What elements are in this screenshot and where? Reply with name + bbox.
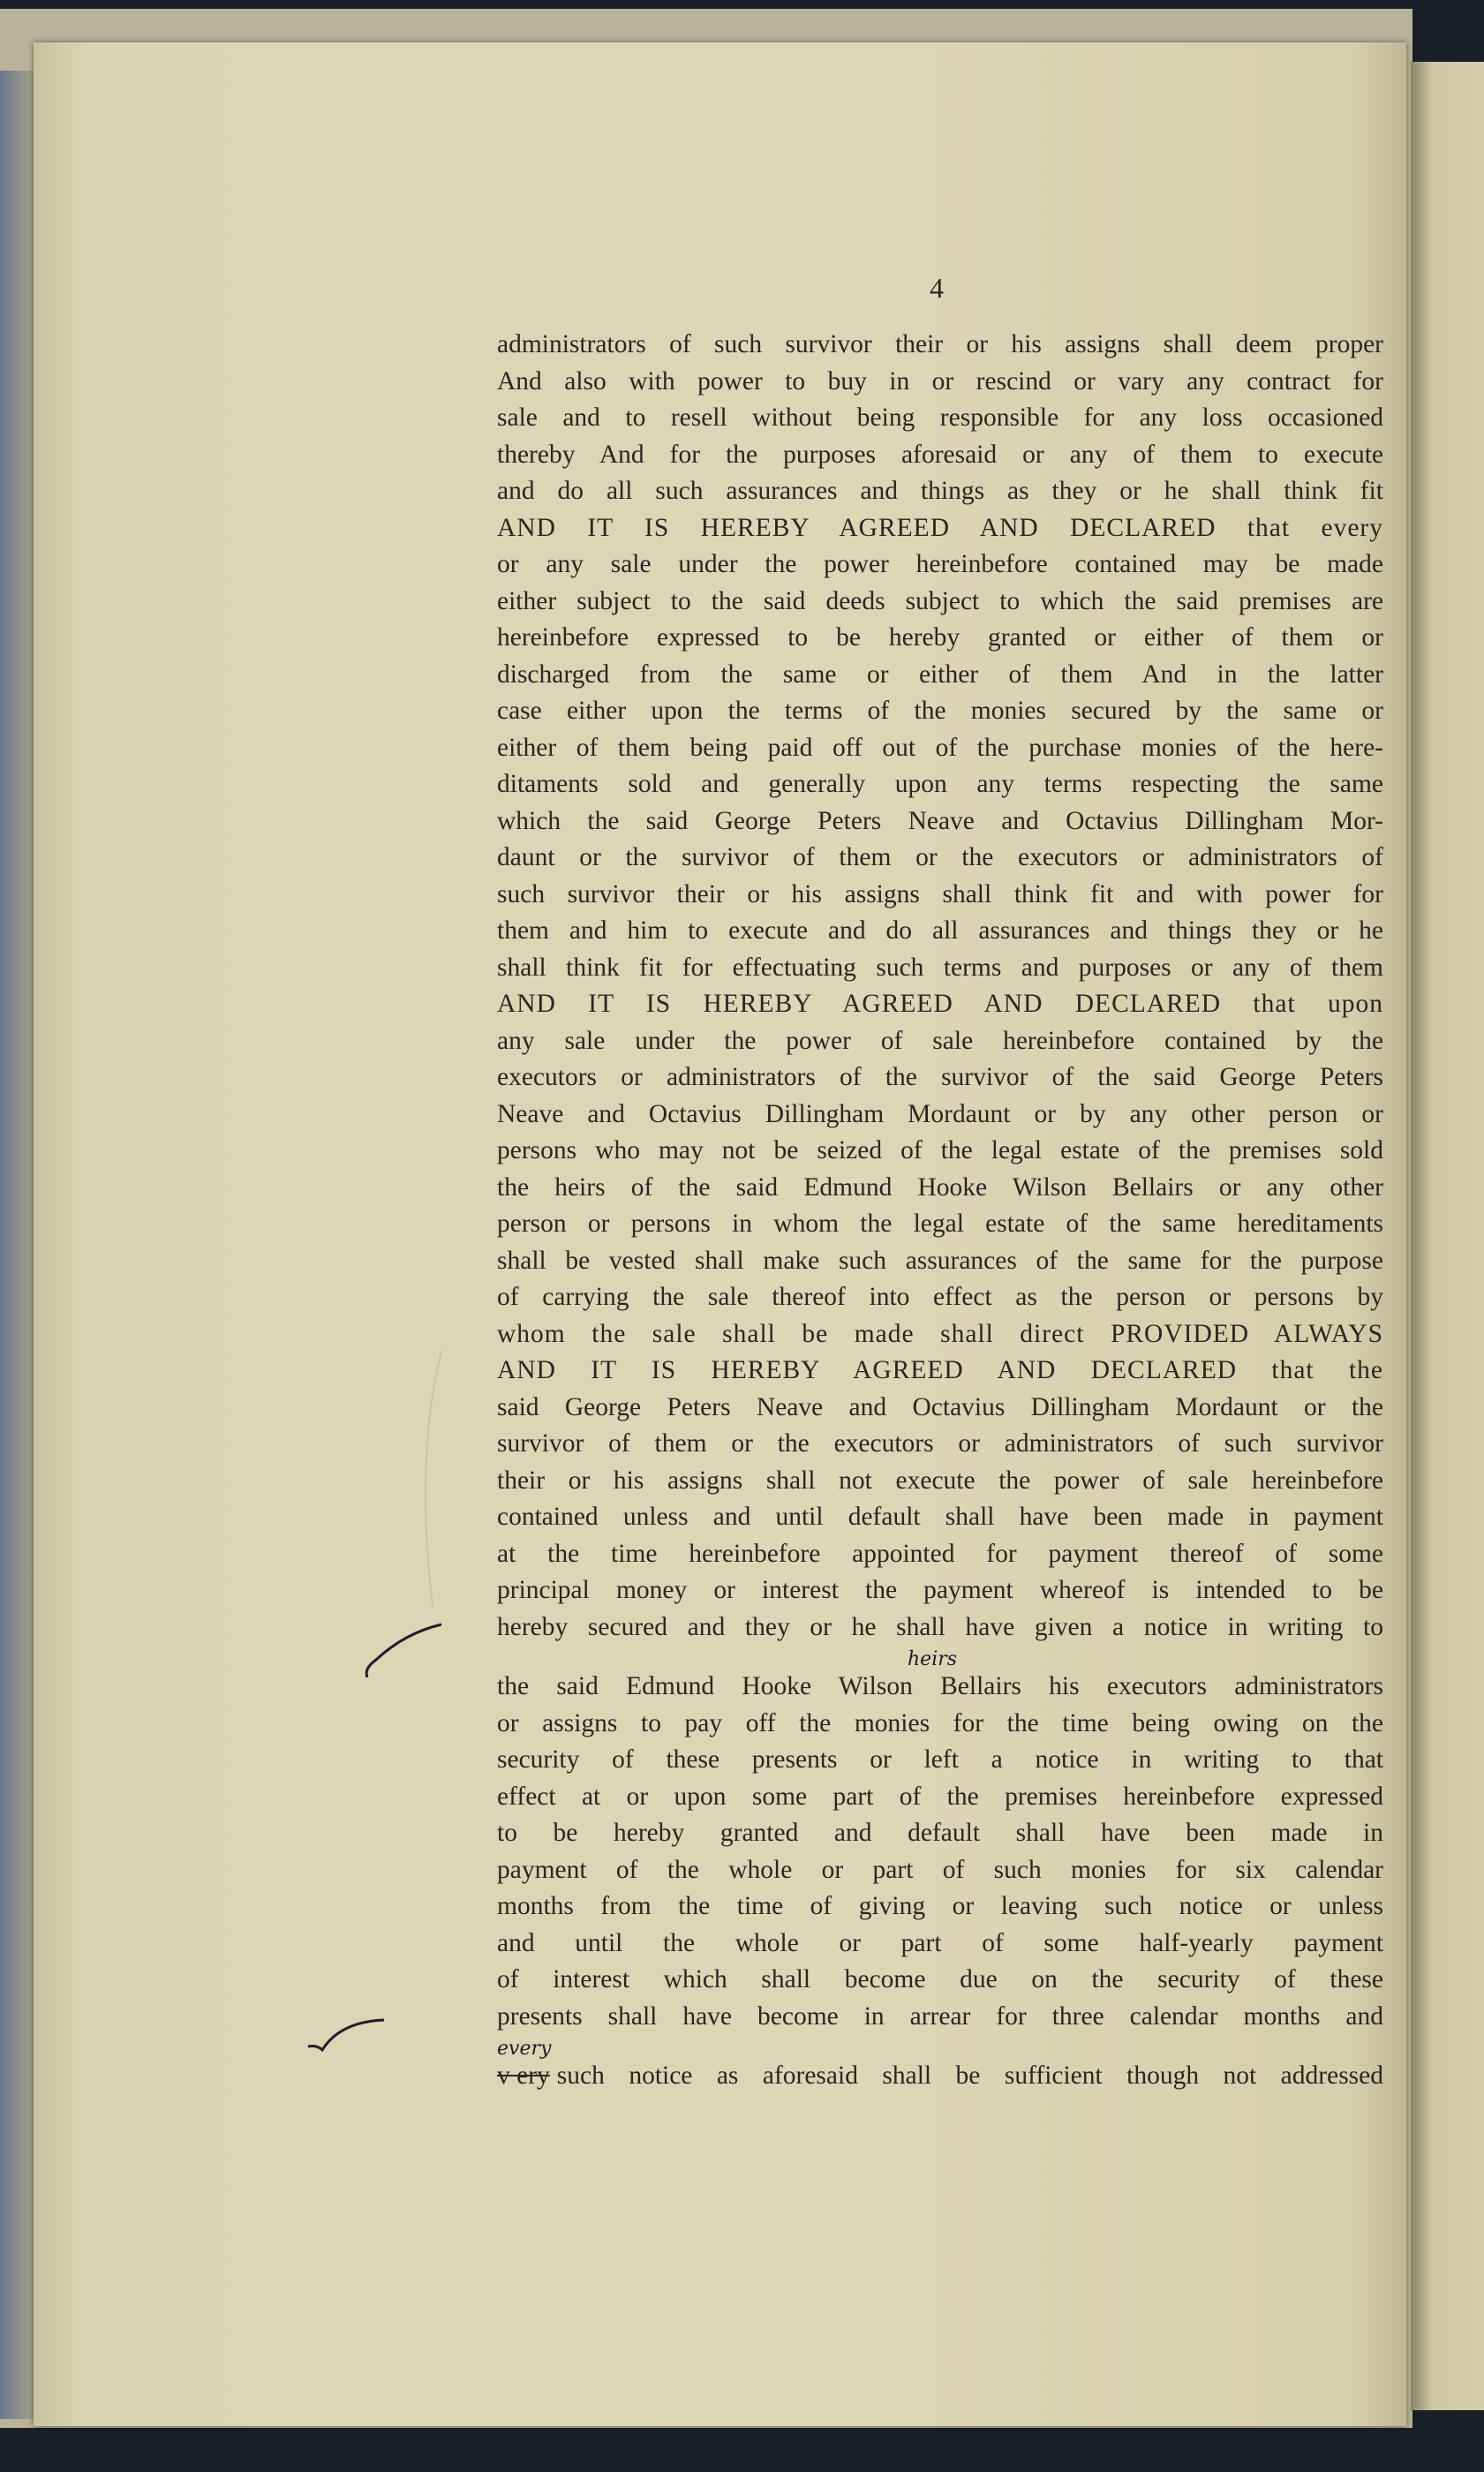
text-line: shall be vested shall make such assurances of the same for the purpose bbox=[497, 1246, 1383, 1275]
handwritten-insert-heirs: heirs bbox=[908, 1648, 958, 1670]
text-line: discharged from the same or either of them And in the latter bbox=[497, 659, 1383, 689]
text-line: executors or administrators of the survivor of the said George Peters bbox=[497, 1063, 1383, 1091]
pencil-mark bbox=[415, 1351, 450, 1616]
text-line: payment of the whole or part of such monies for six calendar bbox=[497, 1855, 1383, 1884]
text-line: And also with power to buy in or rescind or vary any contract for bbox=[497, 366, 1383, 396]
handwritten-insert-every: every bbox=[497, 2038, 552, 2060]
text-line: either of them being paid off out of the purchase monies of the here- bbox=[497, 733, 1383, 762]
struck-word: v ery bbox=[497, 2061, 550, 2090]
text-line: or assigns to pay off the monies for the time being owing on the bbox=[497, 1708, 1383, 1737]
text-line: them and him to execute and do all assurances and things they or he bbox=[497, 916, 1383, 945]
text-line: presents shall have become in arrear for three calendar months and bbox=[497, 2001, 1383, 2031]
text-line: principal money or interest the payment whereof is intended to be bbox=[497, 1576, 1383, 1604]
text-line: the heirs of the said Edmund Hooke Wilson Bellairs or any other bbox=[497, 1172, 1383, 1202]
text-line: person or persons in whom the legal estate of the same hereditaments bbox=[497, 1210, 1383, 1238]
annotation-row bbox=[497, 2035, 1383, 2058]
next-page-edge bbox=[1411, 62, 1484, 2410]
text-line: at the time hereinbefore appointed for payment thereof of some bbox=[497, 1539, 1383, 1568]
text-line: months from the time of giving or leaving such notice or unless bbox=[497, 1892, 1383, 1920]
text-line: hereby secured and they or he shall have given a notice in writing to bbox=[497, 1612, 1383, 1641]
left-page-edge bbox=[0, 71, 35, 2419]
text-line: ditaments sold and generally upon any terms respecting the same bbox=[497, 770, 1383, 798]
text-line: of carrying the sale thereof into effect as the person or persons by bbox=[497, 1283, 1383, 1311]
text-line: either subject to the said deeds subject to which the said premises are bbox=[497, 586, 1383, 615]
text-line: hereinbefore expressed to be hereby granted or either of them or bbox=[497, 623, 1383, 652]
text-line: which the said George Peters Neave and Octavius Dillingham Mor- bbox=[497, 806, 1383, 835]
text-line: thereby And for the purposes aforesaid or any of them to execute bbox=[497, 440, 1383, 469]
text-line: case either upon the terms of the monies secured by the same or bbox=[497, 697, 1383, 725]
text-line: and do all such assurances and things as they or he shall think fit bbox=[497, 477, 1383, 505]
text-line: effect at or upon some part of the premises hereinbefore expressed bbox=[497, 1782, 1383, 1811]
text-line: or any sale under the power hereinbefore contained may be made bbox=[497, 550, 1383, 578]
text-line: AND IT IS HEREBY AGREED AND DECLARED that upon bbox=[497, 990, 1383, 1018]
text-line: whom the sale shall be made shall direct PROVIDED ALWAYS bbox=[497, 1319, 1383, 1348]
text-line: of interest which shall become due on the security of these bbox=[497, 1965, 1383, 1993]
text-line: security of these presents or left a notice in writing to that bbox=[497, 1745, 1383, 1774]
text-line: to be hereby granted and default shall have been made in bbox=[497, 1819, 1383, 1847]
text-line: such survivor their or his assigns shall think fit and with power for bbox=[497, 879, 1383, 908]
text-line: administrators of such survivor their or his assigns shall deem proper bbox=[497, 330, 1383, 358]
text-line: and until the whole or part of some half-yearly payment bbox=[497, 1928, 1383, 1957]
text-line: Neave and Octavius Dillingham Mordaunt or by any other person or bbox=[497, 1099, 1383, 1128]
text-line: any sale under the power of sale hereinbefore contained by the bbox=[497, 1026, 1383, 1055]
text-line: said George Peters Neave and Octavius Dillingham Mordaunt or the bbox=[497, 1392, 1383, 1421]
text-line: their or his assigns shall not execute the power of sale hereinbefore bbox=[497, 1466, 1383, 1495]
text-line: the said Edmund Hooke Wilson Bellairs his executors administrators bbox=[497, 1672, 1383, 1700]
text-line bbox=[497, 2058, 1383, 2095]
text-line: persons who may not be seized of the legal estate of the premises sold bbox=[497, 1136, 1383, 1164]
text-line: AND IT IS HEREBY AGREED AND DECLARED that the bbox=[497, 1356, 1383, 1384]
text-line: survivor of them or the executors or administrators of such survivor bbox=[497, 1429, 1383, 1458]
checkmark-icon bbox=[360, 1616, 448, 1686]
page-number: 4 bbox=[930, 272, 944, 304]
text-line-rest: such notice as aforesaid shall be sufficient though not addressed bbox=[556, 2061, 1383, 2090]
text-line: daunt or the survivor of them or the executors or administrators of bbox=[497, 843, 1383, 871]
text-line: contained unless and until default shall have been made in payment bbox=[497, 1503, 1383, 1531]
text-line: sale and to resell without being responsible for any loss occasioned bbox=[497, 403, 1383, 432]
text-line: AND IT IS HEREBY AGREED AND DECLARED that every bbox=[497, 513, 1383, 542]
annotation-row bbox=[497, 1646, 1383, 1669]
checkmark-icon bbox=[305, 2013, 393, 2057]
document-body bbox=[497, 327, 1383, 2095]
text-line: shall think fit for effectuating such terms and purposes or any of them bbox=[497, 953, 1383, 982]
